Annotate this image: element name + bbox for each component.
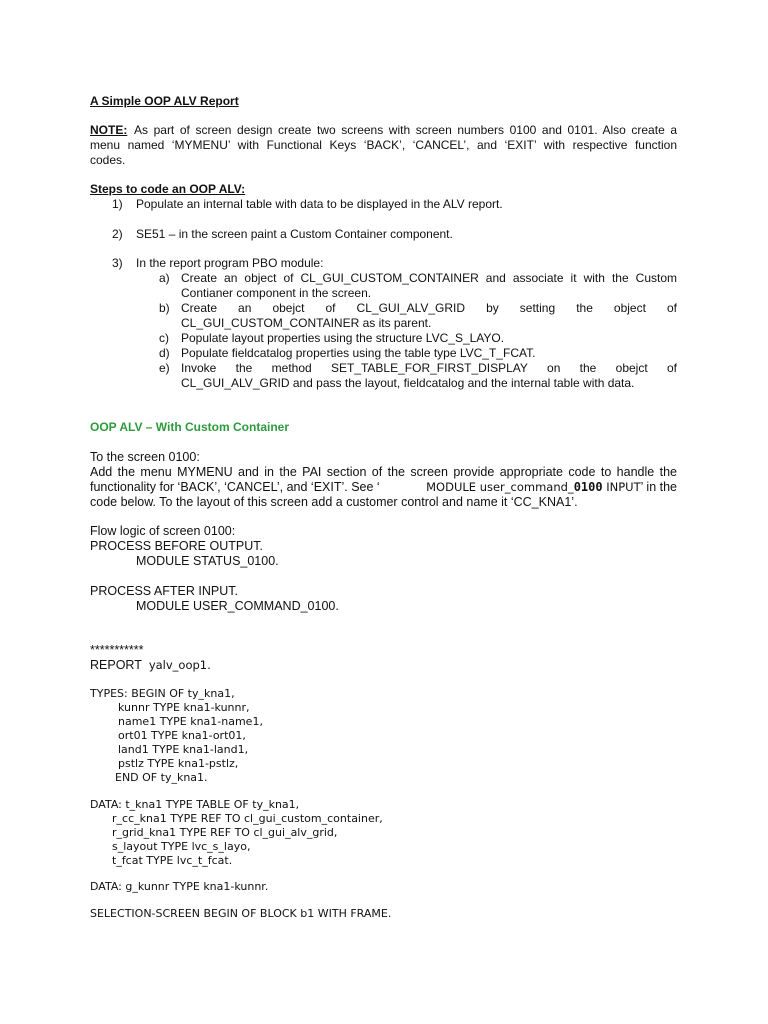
module-user-command-line: MODULE USER_COMMAND_0100. xyxy=(136,599,339,613)
code-selection-screen: SELECTION-SCREEN BEGIN OF BLOCK b1 WITH FRAME. xyxy=(90,907,392,920)
step-3-text: In the report program PBO module: xyxy=(136,256,324,270)
note-line-1: As part of screen design create two screens with screen numbers 0100 and 0101. Also create a xyxy=(134,123,677,137)
step-3-number: 3) xyxy=(112,256,123,270)
substep-a-line-2: Contianer component in the screen. xyxy=(181,286,372,300)
document-title: A Simple OOP ALV Report xyxy=(90,94,239,108)
note-label: NOTE: xyxy=(90,123,128,137)
module-reference-name: MODULE user_command_ xyxy=(426,480,574,494)
substep-e-line-2: CL_GUI_ALV_GRID and pass the layout, fieldcatalog and the internal table with data. xyxy=(181,376,635,390)
code-field-land1: land1 TYPE kna1-land1, xyxy=(118,743,249,756)
substep-b-number: b) xyxy=(159,301,170,315)
substep-d-text: Populate fieldcatalog properties using the table type LVC_T_FCAT. xyxy=(181,346,536,360)
code-layout-structure: s_layout TYPE lvc_s_layo, xyxy=(112,840,251,853)
substep-d-number: d) xyxy=(159,346,170,360)
module-reference-number: 0100 xyxy=(573,480,603,494)
code-field-pstlz: pstlz TYPE kna1-pstlz, xyxy=(118,757,239,770)
flow-logic-label: Flow logic of screen 0100: xyxy=(90,524,236,538)
substep-a-line-1: Create an object of CL_GUI_CUSTOM_CONTAINER and associate it with the Custom xyxy=(181,271,677,285)
step-1-text: Populate an internal table with data to be displayed in the ALV report. xyxy=(136,197,503,211)
note-line-2: menu named ‘MYMENU’ with Functional Keys ‘BACK’, ‘CANCEL’, and ‘EXIT’ with respective function xyxy=(90,138,677,152)
pbo-line: PROCESS BEFORE OUTPUT. xyxy=(90,539,263,553)
paragraph-line-2-start: functionality for ‘BACK’, ‘CANCEL’, and ‘EXIT’. See ‘ xyxy=(90,480,380,494)
step-2-text: SE51 – in the screen paint a Custom Container component. xyxy=(136,227,453,241)
step-1-number: 1) xyxy=(112,197,123,211)
code-data-kunnr: DATA: g_kunnr TYPE kna1-kunnr. xyxy=(90,880,269,893)
code-ref-grid: r_grid_kna1 TYPE REF TO cl_gui_alv_grid, xyxy=(112,826,338,839)
code-field-name1: name1 TYPE kna1-name1, xyxy=(118,715,263,728)
code-field-kunnr: kunnr TYPE kna1-kunnr, xyxy=(118,701,250,714)
paragraph-line-2-end: ’ in the xyxy=(640,480,677,494)
report-keyword: REPORT xyxy=(90,658,142,672)
note-line-3: codes. xyxy=(90,153,126,167)
substep-e-number: e) xyxy=(159,361,170,375)
substep-b-line-2: CL_GUI_CUSTOM_CONTAINER as its parent. xyxy=(181,316,432,330)
code-ref-container: r_cc_kna1 TYPE REF TO cl_gui_custom_container, xyxy=(112,812,383,825)
substep-a-number: a) xyxy=(159,271,170,285)
report-statement xyxy=(90,658,211,673)
report-name: yalv_oop1. xyxy=(148,658,211,672)
step-2-number: 2) xyxy=(112,227,123,241)
module-reference-input: INPUT xyxy=(602,480,641,494)
code-data-declaration: DATA: t_kna1 TYPE TABLE OF ty_kna1, xyxy=(90,798,300,811)
paragraph-line-2 xyxy=(90,480,677,495)
code-types-begin: TYPES: BEGIN OF ty_kna1, xyxy=(90,687,235,700)
screen-0100-label: To the screen 0100: xyxy=(90,450,200,464)
code-separator: *********** xyxy=(90,643,144,657)
code-fieldcatalog: t_fcat TYPE lvc_t_fcat. xyxy=(112,854,233,867)
steps-heading: Steps to code an OOP ALV: xyxy=(90,182,246,196)
section-heading: OOP ALV – With Custom Container xyxy=(90,420,290,434)
pai-line: PROCESS AFTER INPUT. xyxy=(90,584,238,598)
substep-e-line-1: Invoke the method SET_TABLE_FOR_FIRST_DISPLAY on the obejct of xyxy=(181,361,677,375)
substep-c-text: Populate layout properties using the structure LVC_S_LAYO. xyxy=(181,331,505,345)
code-field-ort01: ort01 TYPE kna1-ort01, xyxy=(118,729,246,742)
code-types-end: END OF ty_kna1. xyxy=(115,771,208,784)
substep-c-number: c) xyxy=(159,331,169,345)
substep-b-line-1: Create an obejct of CL_GUI_ALV_GRID by setting the object of xyxy=(181,301,677,315)
module-status-line: MODULE STATUS_0100. xyxy=(136,554,279,568)
paragraph-line-1: Add the menu MYMENU and in the PAI section of the screen provide appropriate code to handle the xyxy=(90,465,677,479)
paragraph-line-3: code below. To the layout of this screen add a customer control and name it ‘CC_KNA1’. xyxy=(90,495,578,509)
module-reference xyxy=(426,480,677,495)
